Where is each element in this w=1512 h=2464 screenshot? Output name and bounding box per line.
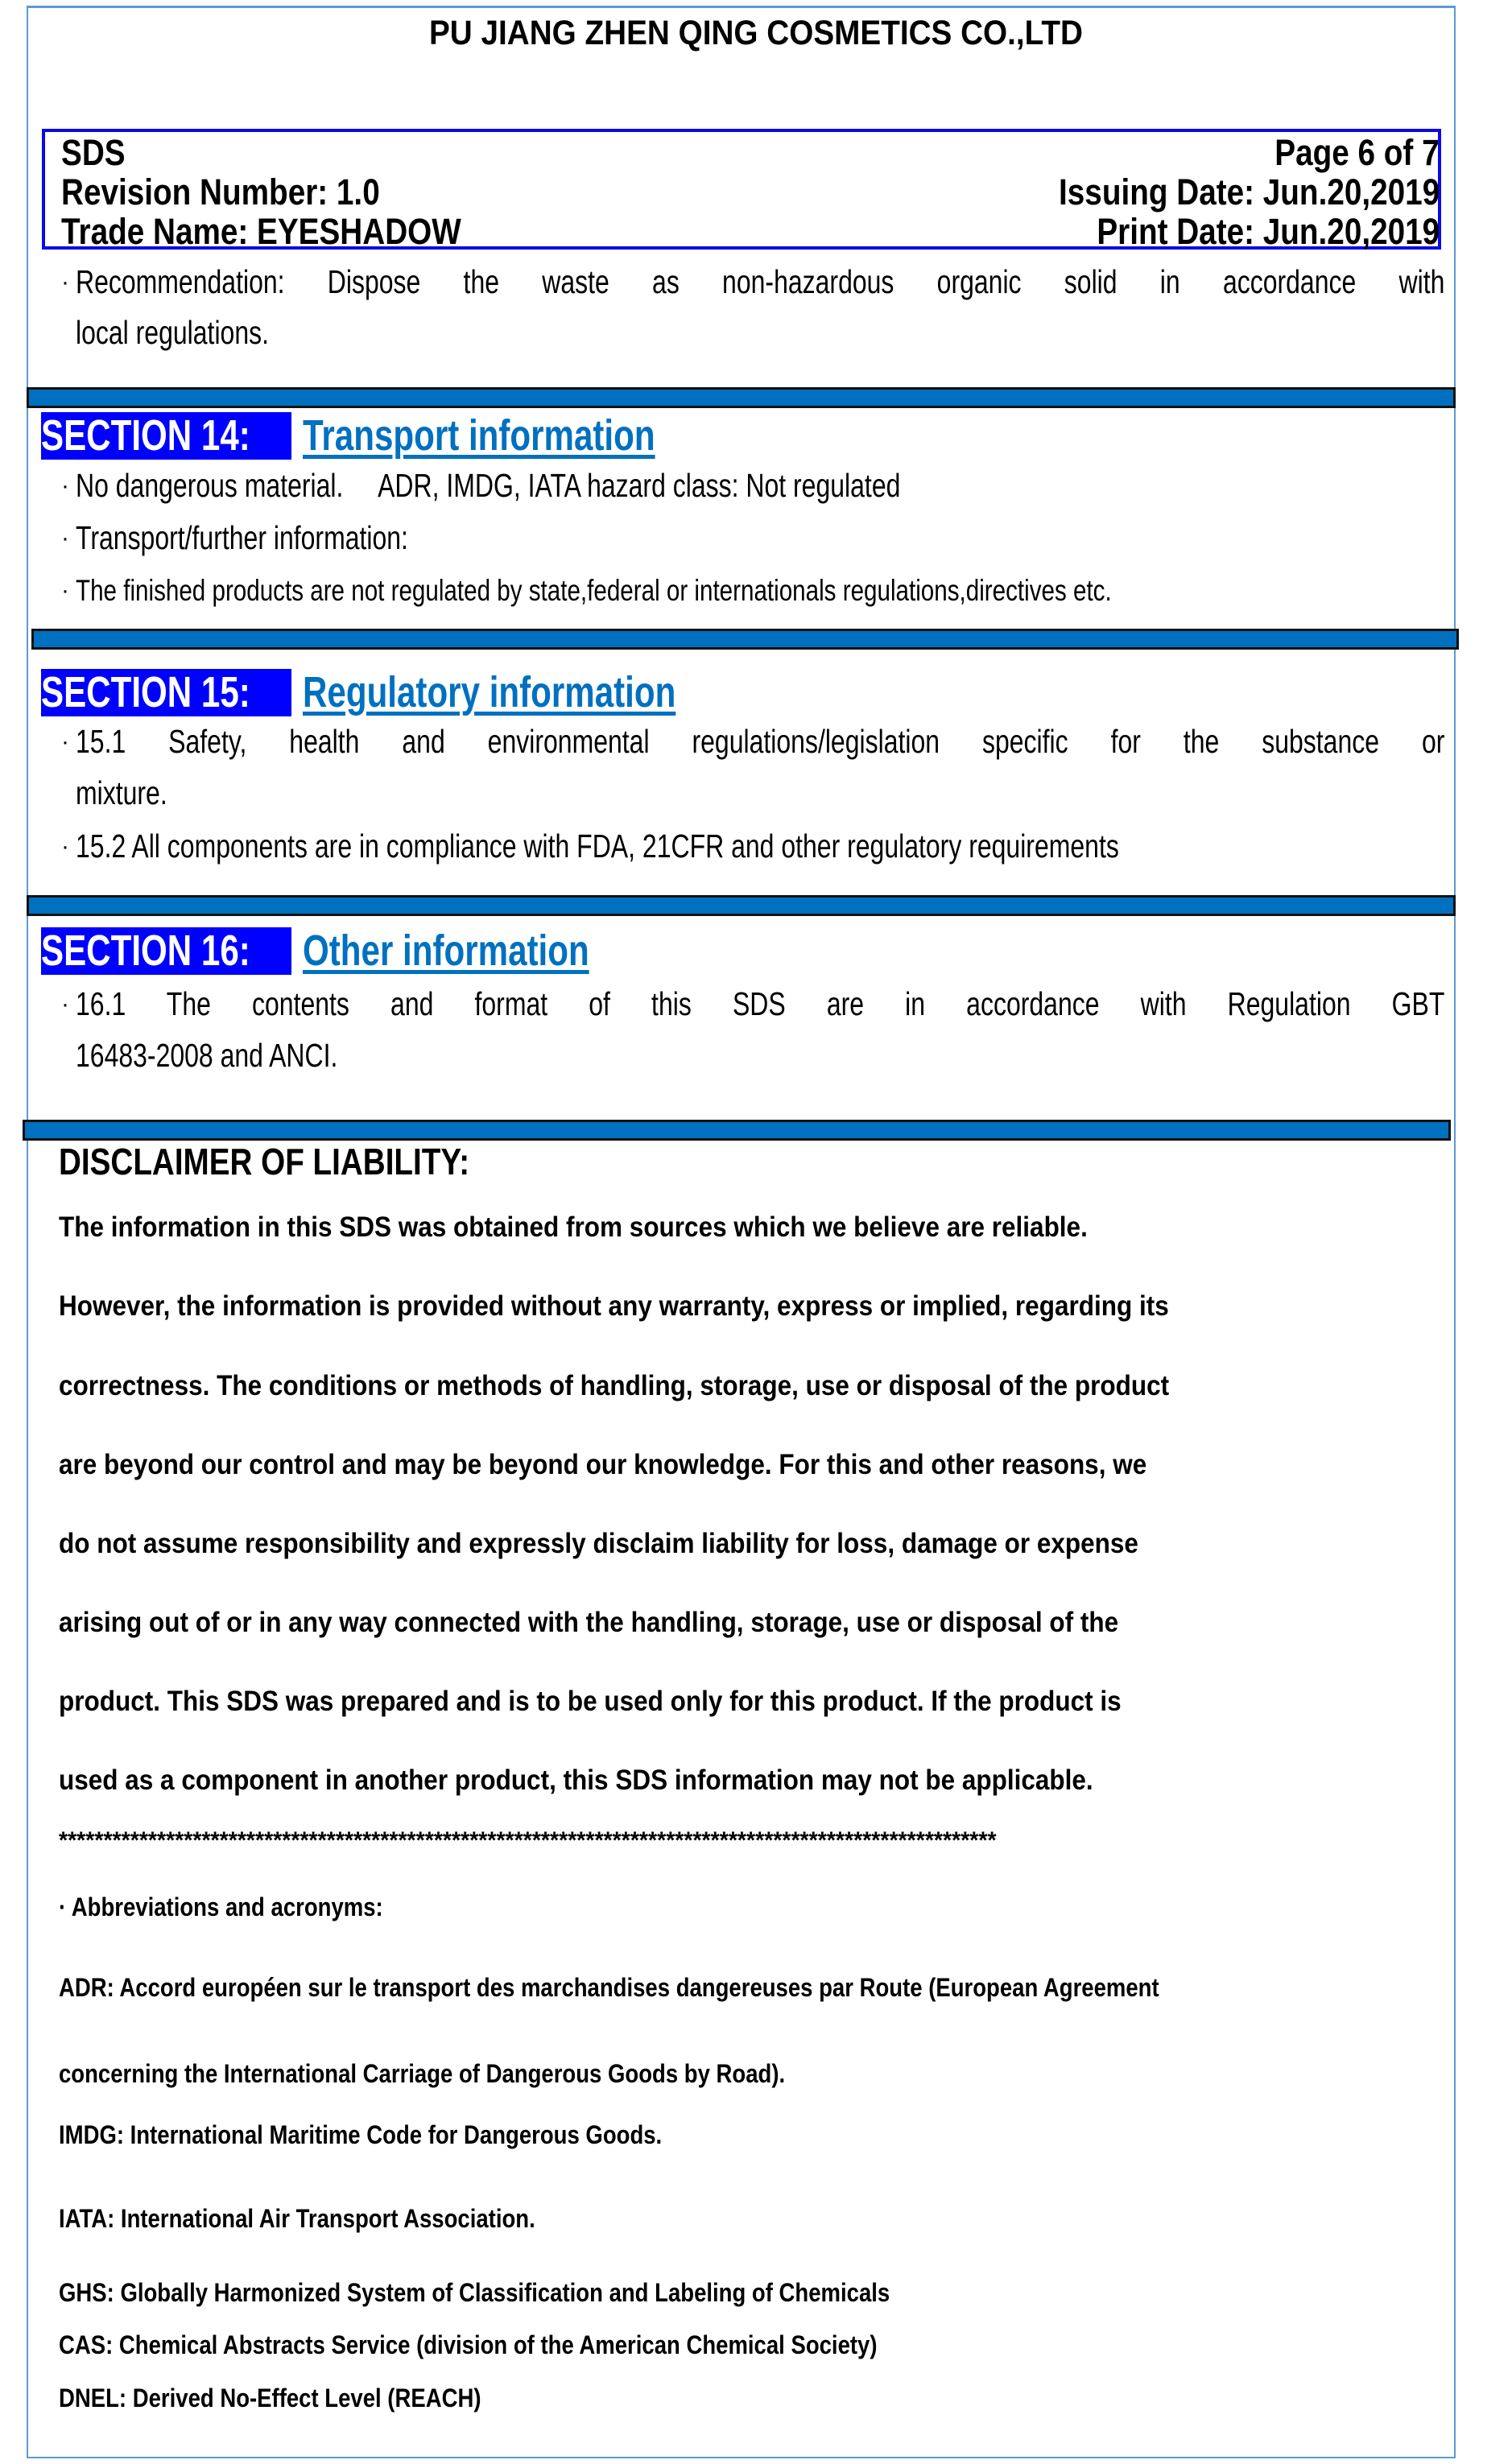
disclaimer-line: However, the information is provided without any warranty, express or implied, regarding its — [59, 1290, 1169, 1322]
section-divider-bar — [27, 387, 1456, 408]
section-15-line-1: 15.1 Safety, health and environmental regulations/legislation specific for the substance or — [76, 723, 1445, 760]
disclaimer-line: do not assume responsibility and expressly disclaim liability for loss, damage or expense — [59, 1528, 1138, 1559]
trade-name: Trade Name: EYESHADOW — [61, 211, 461, 252]
section-15-line-3: 15.2 All components are in compliance with FDA, 21CFR and other regulatory requirements — [76, 828, 1119, 865]
bullet: · — [61, 269, 69, 295]
disclaimer-line: product. This SDS was prepared and is to be used only for this product. If the product is — [59, 1686, 1122, 1717]
bullet: · — [61, 991, 69, 1017]
abbreviation-item: concerning the International Carriage of Dangerous Goods by Road). — [59, 2059, 786, 2088]
section-14-line-2: Transport/further information: — [76, 519, 408, 556]
disclaimer-line: are beyond our control and may be beyond our knowledge. For this and other reasons, we — [59, 1449, 1147, 1480]
section-divider-bar — [27, 895, 1456, 916]
asterisk-separator: ********************************************************************************************************* — [59, 1827, 997, 1854]
abbreviation-item: GHS: Globally Harmonized System of Classification and Labeling of Chemicals — [59, 2278, 890, 2307]
section-16-line-2: 16483-2008 and ANCI. — [76, 1037, 338, 1074]
section-14-line-3: The finished products are not regulated by state,federal or internationals regulations,directives etc. — [76, 574, 1112, 607]
section-15-label: SECTION 15: — [41, 668, 250, 716]
abbreviation-item: IMDG: International Maritime Code for Dangerous Goods. — [59, 2120, 663, 2149]
disclaimer-line: correctness. The conditions or methods of handling, storage, use or disposal of the product — [59, 1370, 1170, 1401]
section-15-title-link[interactable]: Regulatory information — [303, 668, 676, 716]
bullet: · — [61, 525, 69, 551]
section-16-label: SECTION 16: — [41, 927, 250, 975]
section-divider-bar — [31, 629, 1459, 650]
disclaimer-line: The information in this SDS was obtained from sources which we believe are reliable. — [59, 1211, 1088, 1243]
bullet: · — [61, 833, 69, 860]
abbreviation-item: DNEL: Derived No-Effect Level (REACH) — [59, 2384, 481, 2412]
section-14-title-link[interactable]: Transport information — [303, 411, 655, 460]
print-date: Print Date: Jun.20,2019 — [1097, 211, 1440, 252]
abbreviations-heading: · Abbreviations and acronyms: — [59, 1892, 383, 1921]
disclaimer-line: arising out of or in any way connected with the handling, storage, use or disposal of the — [59, 1607, 1119, 1638]
disclaimer-line: used as a component in another product, this SDS information may not be applicable. — [59, 1764, 1093, 1796]
bullet: · — [61, 728, 69, 755]
issuing-date: Issuing Date: Jun.20,2019 — [1058, 171, 1440, 213]
section-16-line-1: 16.1 The contents and format of this SDS are in accordance with Regulation GBT — [76, 985, 1445, 1022]
bullet: · — [61, 473, 69, 499]
abbreviation-item: CAS: Chemical Abstracts Service (division of the American Chemical Society) — [59, 2330, 878, 2359]
bullet: · — [61, 577, 69, 604]
disposal-line-2: local regulations. — [76, 314, 269, 351]
abbreviation-item: IATA: International Air Transport Association. — [59, 2204, 535, 2233]
doc-type: SDS — [61, 132, 126, 173]
page-number: Page 6 of 7 — [1274, 132, 1440, 173]
abbreviation-item: ADR: Accord européen sur le transport des marchandises dangereuses par Route (European Agreement — [59, 1973, 1159, 2002]
company-name: PU JIANG ZHEN QING COSMETICS CO.,LTD — [428, 14, 1084, 52]
section-16-title-link[interactable]: Other information — [303, 927, 589, 975]
disclaimer-heading: DISCLAIMER OF LIABILITY: — [59, 1141, 470, 1182]
revision-number: Revision Number: 1.0 — [61, 171, 380, 213]
section-divider-bar — [23, 1120, 1451, 1141]
disposal-line-1: Recommendation: Dispose the waste as non-hazardous organic solid in accordance with — [76, 263, 1445, 300]
section-14-label: SECTION 14: — [41, 411, 250, 460]
section-15-line-2: mixture. — [76, 774, 167, 811]
section-14-line-1: No dangerous material. ADR, IMDG, IATA hazard class: Not regulated — [76, 467, 901, 504]
